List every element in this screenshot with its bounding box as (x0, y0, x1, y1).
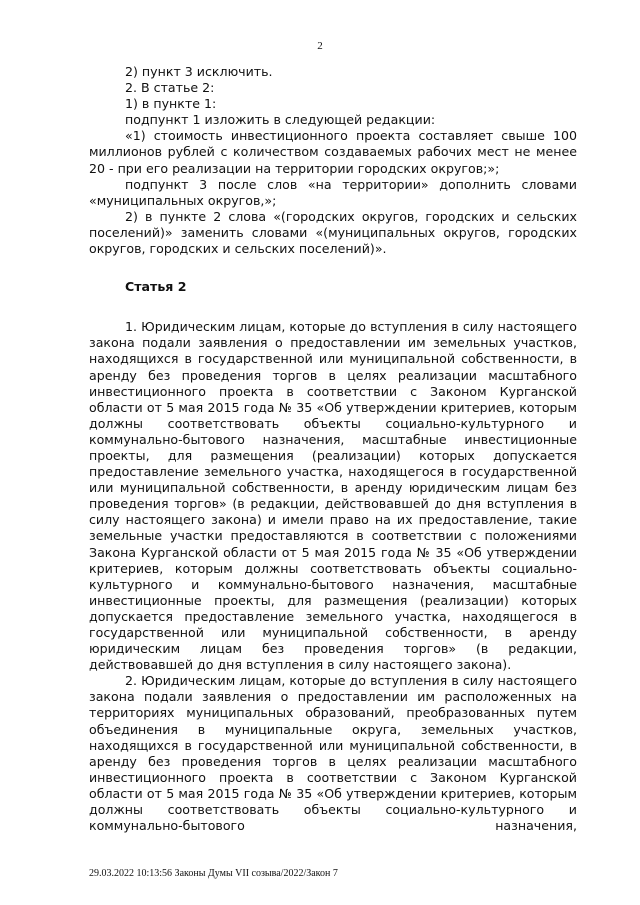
amendment-item: 2. В статье 2: (125, 80, 215, 96)
amendment-text: подпункт 3 после слов «на территории» дополнить словами «муниципальных округов,»; (89, 176, 577, 208)
document-footer: 29.03.2022 10:13:56 Законы Думы VII созыва/2022/Закон 7 (89, 868, 338, 879)
page-number: 2 (317, 40, 323, 52)
amendment-item: подпункт 1 изложить в следующей редакции: (125, 112, 436, 128)
amendment-text: 2) в пункте 2 слова «(городских округов, городских и сельских поселений)» заменить словами «(муниципальных округов, городских округов, городских и сельских поселений)». (89, 208, 577, 257)
article-paragraph: 1. Юридическим лицам, которые до вступления в силу настоящего закона подали заявления о предоставлении им земельных участков, находящихся в государственной или муниципальной собственности, в аренду без проведения торгов в целях реализации масштабного инвестиционного проекта в соответствии с Законом Курганской области от 5 мая 2015 года № 35 «Об утверждении критериев, которым должны соответствовать объекты социально-культурного и коммунально-бытового назначения, масштабные инвестиционные проекты, для размещения (реализации) которых допускается предоставление земельного участка, находящегося в государственной или муниципальной собственности, в аренду юридическим лицам без проведения торгов» (в редакции, действовавшей до дня вступления в силу настоящего закона) и имели право на их предоставление, такие земельные участки предоставляются в соответствии с положениями Закона Курганской области от 5 мая 2015 года № 35 «Об утверждении критериев, которым должны соответствовать объекты социально-культурного и коммунально-бытового назначения, масштабные инвестиционные проекты, для размещения (реализации) которых допускается предоставление земельного участка, находящегося в государственной или муниципальной собственности, в аренду юридическим лицам без проведения торгов» (в редакции, действовавшей до дня вступления в силу настоящего закона). (89, 319, 577, 673)
amendment-item: 2) пункт 3 исключить. (125, 64, 273, 79)
article-heading: Статья 2 (125, 279, 187, 295)
article-paragraph: 2. Юридическим лицам, которые до вступления в силу настоящего закона подали заявления о предоставлении им расположенных на территориях муниципальных образований, преобразованных путем объединения в муниципальные округа, земельных участков, находящихся в государственной или муниципальной собственности, в аренду без проведения торгов в целях реализации масштабного инвестиционного проекта в соответствии с Законом Курганской области от 5 мая 2015 года № 35 «Об утверждении критериев, которым должны соответствовать объекты социально-культурного и коммунально-бытового назначения, (89, 673, 577, 834)
amendment-item: 1) в пункте 1: (125, 96, 217, 112)
amendment-text: «1) стоимость инвестиционного проекта составляет свыше 100 миллионов рублей с количеством создаваемых рабочих мест не менее 20 - при его реализации на территории городских округов;»; (89, 128, 577, 176)
document-body (89, 64, 577, 834)
